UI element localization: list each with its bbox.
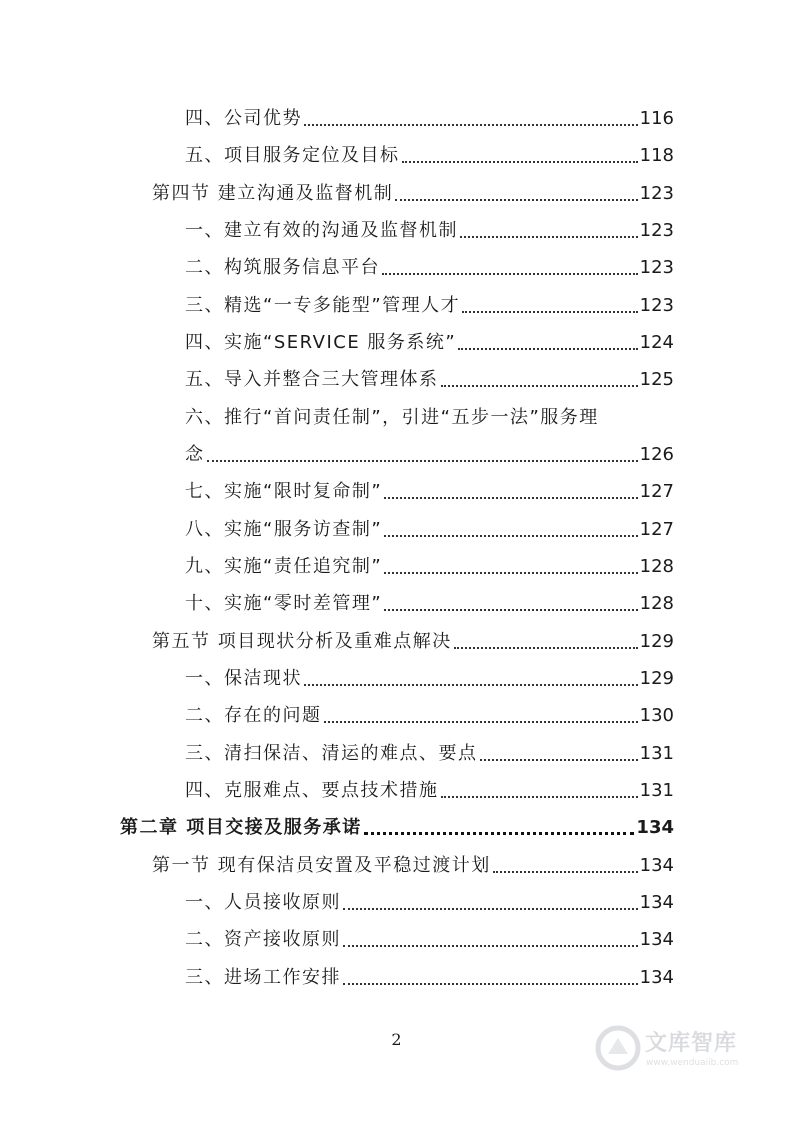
- toc-entry[interactable]: [185, 735, 674, 772]
- toc-entry-page: 128: [639, 556, 674, 577]
- toc-leader-dots: [458, 348, 637, 350]
- toc-entry-label: 一、建立有效的沟通及监督机制: [185, 220, 458, 241]
- toc-entry[interactable]: [185, 585, 674, 622]
- toc-entry-label: 三、清扫保洁、清运的难点、要点: [185, 743, 478, 764]
- toc-entry-page: 126: [639, 444, 674, 465]
- toc-section-entry[interactable]: [152, 847, 674, 884]
- toc-entry-page: 134: [639, 892, 674, 913]
- toc-entry-label: 一、人员接收原则: [185, 892, 341, 913]
- toc-leader-dots: [384, 609, 637, 611]
- toc-entry-page: 129: [639, 668, 674, 689]
- toc-entry[interactable]: [185, 473, 674, 510]
- toc-entry-label: 八、实施“服务访查制”: [185, 519, 383, 540]
- toc-leader-dots: [384, 535, 637, 537]
- toc-entry-label: 三、精选“一专多能型”管理人才: [185, 295, 461, 316]
- watermark-text: 文库智库: [645, 1031, 738, 1056]
- toc-leader-dots: [207, 460, 638, 462]
- toc-entry-label: 六、推行“首问责任制”，引进“五步一法”服务理: [185, 407, 599, 428]
- toc-entry[interactable]: [185, 137, 674, 174]
- toc-leader-dots: [324, 721, 638, 723]
- toc-entry-page: 123: [639, 295, 674, 316]
- toc-entry-wrapped-first-line[interactable]: [185, 399, 674, 436]
- toc-entry-page: 131: [639, 743, 674, 764]
- toc-entry-label: 念: [185, 444, 205, 465]
- toc-entry-page: 130: [639, 705, 674, 726]
- toc-entry-label: 七、实施“限时复命制”: [185, 481, 383, 502]
- toc-leader-dots: [402, 161, 638, 163]
- toc-entry-page: 134: [639, 967, 674, 988]
- toc-leader-dots: [343, 983, 638, 985]
- toc-entry-page: 125: [639, 369, 674, 390]
- toc-entry-label: 第四节 建立沟通及监督机制: [152, 183, 394, 204]
- toc-leader-dots: [343, 908, 638, 910]
- toc-entry-page: 124: [639, 332, 674, 353]
- toc-entry-page: 127: [639, 519, 674, 540]
- toc-entry-page: 123: [639, 257, 674, 278]
- toc-entry-page: 123: [639, 183, 674, 204]
- toc-entry[interactable]: [185, 697, 674, 734]
- toc-leader-dots: [304, 684, 638, 686]
- toc-entry-page: 134: [639, 855, 674, 876]
- toc-entry-label: 第一节 现有保洁员安置及平稳过渡计划: [152, 855, 491, 876]
- toc-entry-page: 128: [639, 593, 674, 614]
- toc-entry-label: 二、存在的问题: [185, 705, 322, 726]
- toc-section-entry[interactable]: [152, 175, 674, 212]
- toc-entry[interactable]: [185, 361, 674, 398]
- toc-entry-page: 118: [639, 145, 674, 166]
- toc-entry-label: 四、实施“SERVICE 服务系统”: [185, 332, 457, 353]
- page-number: 2: [391, 1030, 402, 1049]
- toc-chapter-entry[interactable]: [120, 809, 674, 846]
- toc-entry[interactable]: [185, 921, 674, 958]
- toc-entry-page: 127: [639, 481, 674, 502]
- toc-entry-label: 二、资产接收原则: [185, 929, 341, 950]
- toc-entry[interactable]: [185, 660, 674, 697]
- toc-entry[interactable]: [185, 511, 674, 548]
- toc-leader-dots: [454, 647, 638, 649]
- toc-leader-dots: [441, 796, 638, 798]
- watermark-logo-icon: [594, 1024, 642, 1072]
- toc-entry-wrapped-second-line[interactable]: [185, 436, 674, 473]
- toc-leader-dots: [343, 945, 638, 947]
- toc-entry-label: 第五节 项目现状分析及重难点解决: [152, 631, 452, 652]
- toc-entry[interactable]: [185, 249, 674, 286]
- toc-entry-page: 129: [639, 631, 674, 652]
- toc-entry-label: 四、克服难点、要点技术措施: [185, 780, 439, 801]
- toc-entry[interactable]: [185, 959, 674, 996]
- toc-entry-label: 一、保洁现状: [185, 668, 302, 689]
- toc-entry-label: 四、公司优势: [185, 108, 302, 129]
- toc-leader-dots: [460, 236, 638, 238]
- toc-leader-dots: [395, 199, 637, 201]
- toc-entry-label: 五、导入并整合三大管理体系: [185, 369, 439, 390]
- toc-entry[interactable]: [185, 212, 674, 249]
- toc-entry[interactable]: [185, 324, 674, 361]
- toc-entry-label: 十、实施“零时差管理”: [185, 593, 383, 614]
- toc-entry-label: 五、项目服务定位及目标: [185, 145, 400, 166]
- toc-leader-dots: [384, 572, 637, 574]
- toc-leader-dots: [384, 497, 637, 499]
- toc-leader-dots: [493, 871, 638, 873]
- toc-entry-page: 123: [639, 220, 674, 241]
- toc-leader-dots: [364, 832, 635, 835]
- toc-leader-dots: [382, 273, 638, 275]
- watermark-logo: [590, 1018, 760, 1078]
- toc-leader-dots: [304, 124, 638, 126]
- toc-entry-page: 131: [639, 780, 674, 801]
- toc-entry[interactable]: [185, 772, 674, 809]
- toc-entry-page: 134: [636, 817, 674, 838]
- toc-entry-label: 二、构筑服务信息平台: [185, 257, 380, 278]
- toc-entry-page: 134: [639, 929, 674, 950]
- watermark-url: www.wenduaiib.com: [646, 1058, 739, 1068]
- toc-entry[interactable]: [185, 287, 674, 324]
- toc-leader-dots: [462, 311, 637, 313]
- toc-leader-dots: [480, 759, 638, 761]
- toc-leader-dots: [441, 385, 638, 387]
- toc-entry-page: 116: [639, 108, 674, 129]
- toc-entry-label: 九、实施“责任追究制”: [185, 556, 383, 577]
- toc-entry-label: 三、进场工作安排: [185, 967, 341, 988]
- toc-section-entry[interactable]: [152, 623, 674, 660]
- toc-entry[interactable]: [185, 548, 674, 585]
- toc-entry[interactable]: [185, 100, 674, 137]
- toc-entry-label: 第二章 项目交接及服务承诺: [120, 817, 362, 838]
- toc-entry[interactable]: [185, 884, 674, 921]
